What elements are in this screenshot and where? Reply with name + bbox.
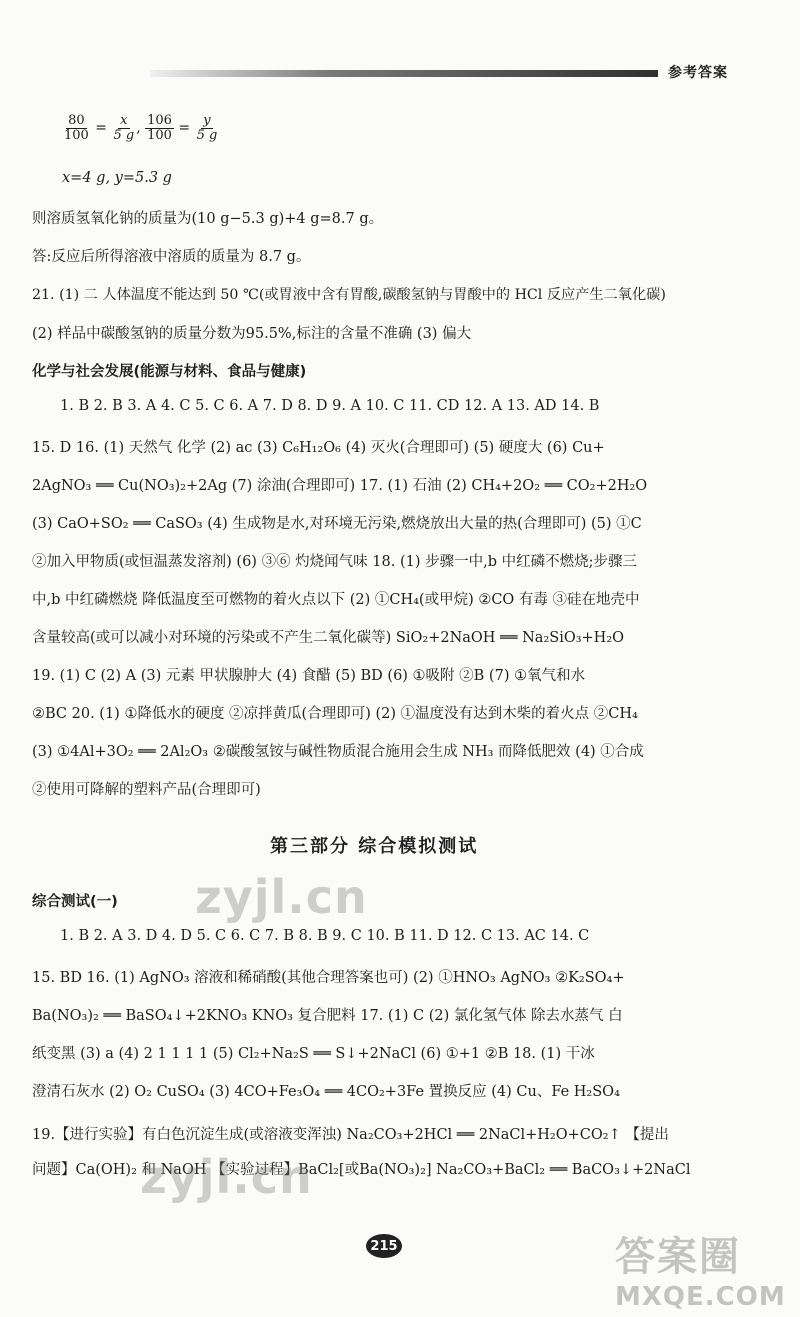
brand-logo-text: 答案圈 <box>615 1234 741 1280</box>
answer-line: 问题】Ca(OH)₂ 和 NaOH 【实验过程】BaCl₂[或Ba(NO₃)₂] Na₂CO₃+BaCl₂ ══ BaCO₃↓+2NaCl <box>32 1162 691 1178</box>
page-number: 215 <box>366 1234 402 1258</box>
answer-line: ②加入甲物质(或恒温蒸发溶剂) (6) ③⑥ 灼烧闻气味 18. (1) 步骤一中,b 中红磷不燃烧;步骤三 <box>32 554 637 570</box>
answer-line: 含量较高(或可以减小对环境的污染或不产生二氧化碳等) SiO₂+2NaOH ══ Na₂SiO₃+H₂O <box>32 630 625 646</box>
answer-line: ②使用可降解的塑料产品(合理即可) <box>32 782 261 798</box>
fraction-4: $\frac{y}{5 g}$ <box>196 113 218 143</box>
answer-line: 1. B 2. A 3. D 4. D 5. C 6. C 7. B 8. B 9. C 10. B 11. D 12. C 13. AC 14. C <box>60 928 590 944</box>
brand-url: MXQE.COM <box>615 1282 786 1312</box>
q21-line-1: 21. (1) 二 人体温度不能达到 50 ℃(或胃液中含有胃酸,碳酸氢钠与胃酸中的 HCl 反应产生二氧化碳) <box>32 287 666 303</box>
answer-line: 中,b 中红磷燃烧 降低温度至可燃物的着火点以下 (2) ①CH₄(或甲烷) ②CO 有毒 ③硅在地壳中 <box>32 592 640 608</box>
fraction-3: $\frac{106}{100}$ <box>147 113 172 143</box>
answer-line: Ba(NO₃)₂ ══ BaSO₄↓+2KNO₃ KNO₃ 复合肥料 17. (1) C (2) 氯化氢气体 除去水蒸气 白 <box>32 1008 623 1024</box>
calc-line-1: 则溶质氢氧化钠的质量为(10 g−5.3 g)+4 g=8.7 g。 <box>32 211 384 227</box>
answer-line: 15. BD 16. (1) AgNO₃ 溶液和稀硝酸(其他合理答案也可) (2) ①HNO₃ AgNO₃ ②K₂SO₄+ <box>32 970 625 986</box>
q21-line-2: (2) 样品中碳酸氢钠的质量分数为95.5%,标注的含量不准确 (3) 偏大 <box>32 326 472 342</box>
fraction-1: $\frac{80}{100}$ <box>64 113 89 143</box>
answer-line: 1. B 2. B 3. A 4. C 5. C 6. A 7. D 8. D 9. A 10. C 11. CD 12. A 13. AD 14. B <box>60 398 600 414</box>
answer-line: 纸变黑 (3) a (4) 2 1 1 1 1 (5) Cl₂+Na₂S ══ S↓+2NaCl (6) ①+1 ②B 18. (1) 干冰 <box>32 1046 595 1062</box>
answer-line: 2AgNO₃ ══ Cu(NO₃)₂+2Ag (7) 涂油(合理即可) 17. (1) 石油 (2) CH₄+2O₂ ══ CO₂+2H₂O <box>32 478 648 494</box>
watermark: zyjl.cn <box>140 1150 313 1204</box>
answer-line: (3) ①4Al+3O₂ ══ 2Al₂O₃ ②碳酸氢铵与碱性物质混合施用会生成 NH₃ 而降低肥效 (4) ①合成 <box>32 744 644 760</box>
answer-line: 15. D 16. (1) 天然气 化学 (2) ac (3) C₆H₁₂O₆ (4) 灭火(合理即可) (5) 硬度大 (6) Cu+ <box>32 440 605 456</box>
answer-line: (3) CaO+SO₂ ══ CaSO₃ (4) 生成物是水,对环境无污染,燃烧放出大量的热(合理即可) (5) ①C <box>32 516 642 532</box>
header-title: 参考答案 <box>668 65 728 81</box>
answer-line: ②BC 20. (1) ①降低水的硬度 ②凉拌黄瓜(合理即可) (2) ①温度没有达到木柴的着火点 ②CH₄ <box>32 706 638 722</box>
fraction-2: $\frac{x}{5 g}$ <box>113 113 135 143</box>
answer-line: 19. (1) C (2) A (3) 元素 甲状腺肿大 (4) 食醋 (5) BD (6) ①吸附 ②B (7) ①氧气和水 <box>32 668 586 684</box>
header-rule <box>150 70 658 77</box>
answer-line: 19.【进行实验】有白色沉淀生成(或溶液变浑浊) Na₂CO₃+2HCl ══ 2NaCl+H₂O+CO₂↑ 【提出 <box>32 1127 669 1143</box>
section-title-test-1: 综合测试(一) <box>32 894 118 910</box>
part-title: 第三部分 综合模拟测试 <box>270 836 479 857</box>
brand-watermark <box>615 1225 795 1310</box>
watermark: zyjl.cn <box>195 870 368 924</box>
fraction-equation: $\frac{80}{100}$ = $\frac{x}{5 g}$ , $\frac{106}{100}$ = $\frac{y}{5 g}$ <box>64 113 218 143</box>
calc-line-2: 答:反应后所得溶液中溶质的质量为 8.7 g。 <box>32 249 311 265</box>
calc-result: x=4 g, y=5.3 g <box>62 170 172 186</box>
section-title-chemistry-society: 化学与社会发展(能源与材料、食品与健康) <box>32 364 307 380</box>
answer-line: 澄清石灰水 (2) O₂ CuSO₄ (3) 4CO+Fe₃O₄ ══ 4CO₂+3Fe 置换反应 (4) Cu、Fe H₂SO₄ <box>32 1084 620 1100</box>
